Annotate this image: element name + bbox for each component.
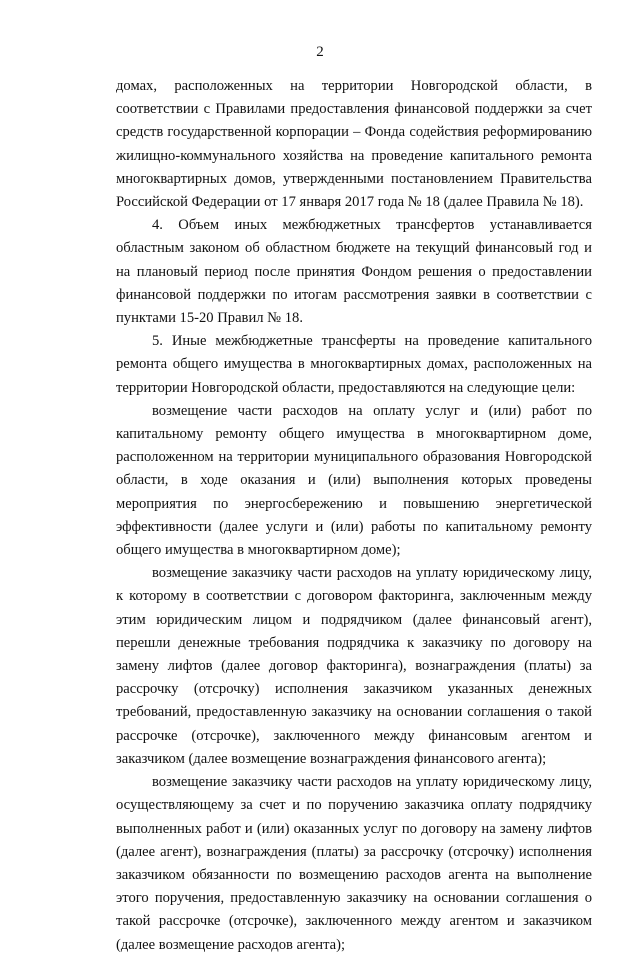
page-number: 2 bbox=[316, 44, 324, 60]
paragraph-purpose-2: возмещение заказчику части расходов на уплату юридическому лицу, к которому в соответствии с договором факторинга, заключенным между этим юридическим лицом и подрядчиком (далее финансовый агент), перешли денежные требования подрядчика к заказчику по договору на замену лифтов (далее договор факторинга), вознаграждения (платы) за рассрочку (отсрочку) исполнения заказчиком указанных денежных требований, предоставленную заказчику на основании соглашения о такой рассрочке (отсрочке), заключенного между финансовым агентом и заказчиком (далее возмещение вознаграждения финансового агента); bbox=[116, 565, 592, 767]
document-body bbox=[116, 75, 592, 957]
paragraph-item-5: 5. Иные межбюджетные трансферты на проведение капитального ремонта общего имущества в многоквартирных домах, расположенных на территории Новгородской области, предоставляются на следующие цели: bbox=[116, 333, 592, 396]
paragraph-purpose-3: возмещение заказчику части расходов на уплату юридическому лицу, осуществляющему за счет и по поручению заказчика оплату подрядчику выполненных работ и (или) оказанных услуг по договору на замену лифтов (далее агент), вознаграждения (платы) за рассрочку (отсрочку) исполнения заказчиком обязанности по возмещению расходов агента на выполнение этого поручения, предоставленную заказчику на основании соглашения о такой рассрочке (отсрочке), заключенного между агентом и заказчиком (далее возмещение расходов агента); bbox=[116, 774, 592, 953]
paragraph-continuation: домах, расположенных на территории Новгородской области, в соответствии с Правилами предоставления финансовой поддержки за счет средств государственной корпорации – Фонда содействия реформированию жилищно-коммунального хозяйства на проведение капитального ремонта многоквартирных домов, утвержденными постановлением Правительства Российской Федерации от 17 января 2017 года № 18 (далее Правила № 18). bbox=[116, 78, 592, 211]
paragraph-purpose-1: возмещение части расходов на оплату услуг и (или) работ по капитальному ремонту общего имущества в многоквартирном доме, расположенном на территории муниципального образования Новгородской области, в ходе оказания и (или) выполнения которых проведены мероприятия по энергосбережению и повышению энергетической эффективности (далее услуги и (или) работы по капитальному ремонту общего имущества в многоквартирном доме); bbox=[116, 402, 592, 559]
paragraph-item-4: 4. Объем иных межбюджетных трансфертов устанавливается областным законом об областном бюджете на текущий финансовый год и на плановый период после принятия Фондом решения о предоставлении финансовой поддержки по итогам рассмотрения заявки в соответствии с пунктами 15-20 Правил № 18. bbox=[116, 217, 592, 327]
